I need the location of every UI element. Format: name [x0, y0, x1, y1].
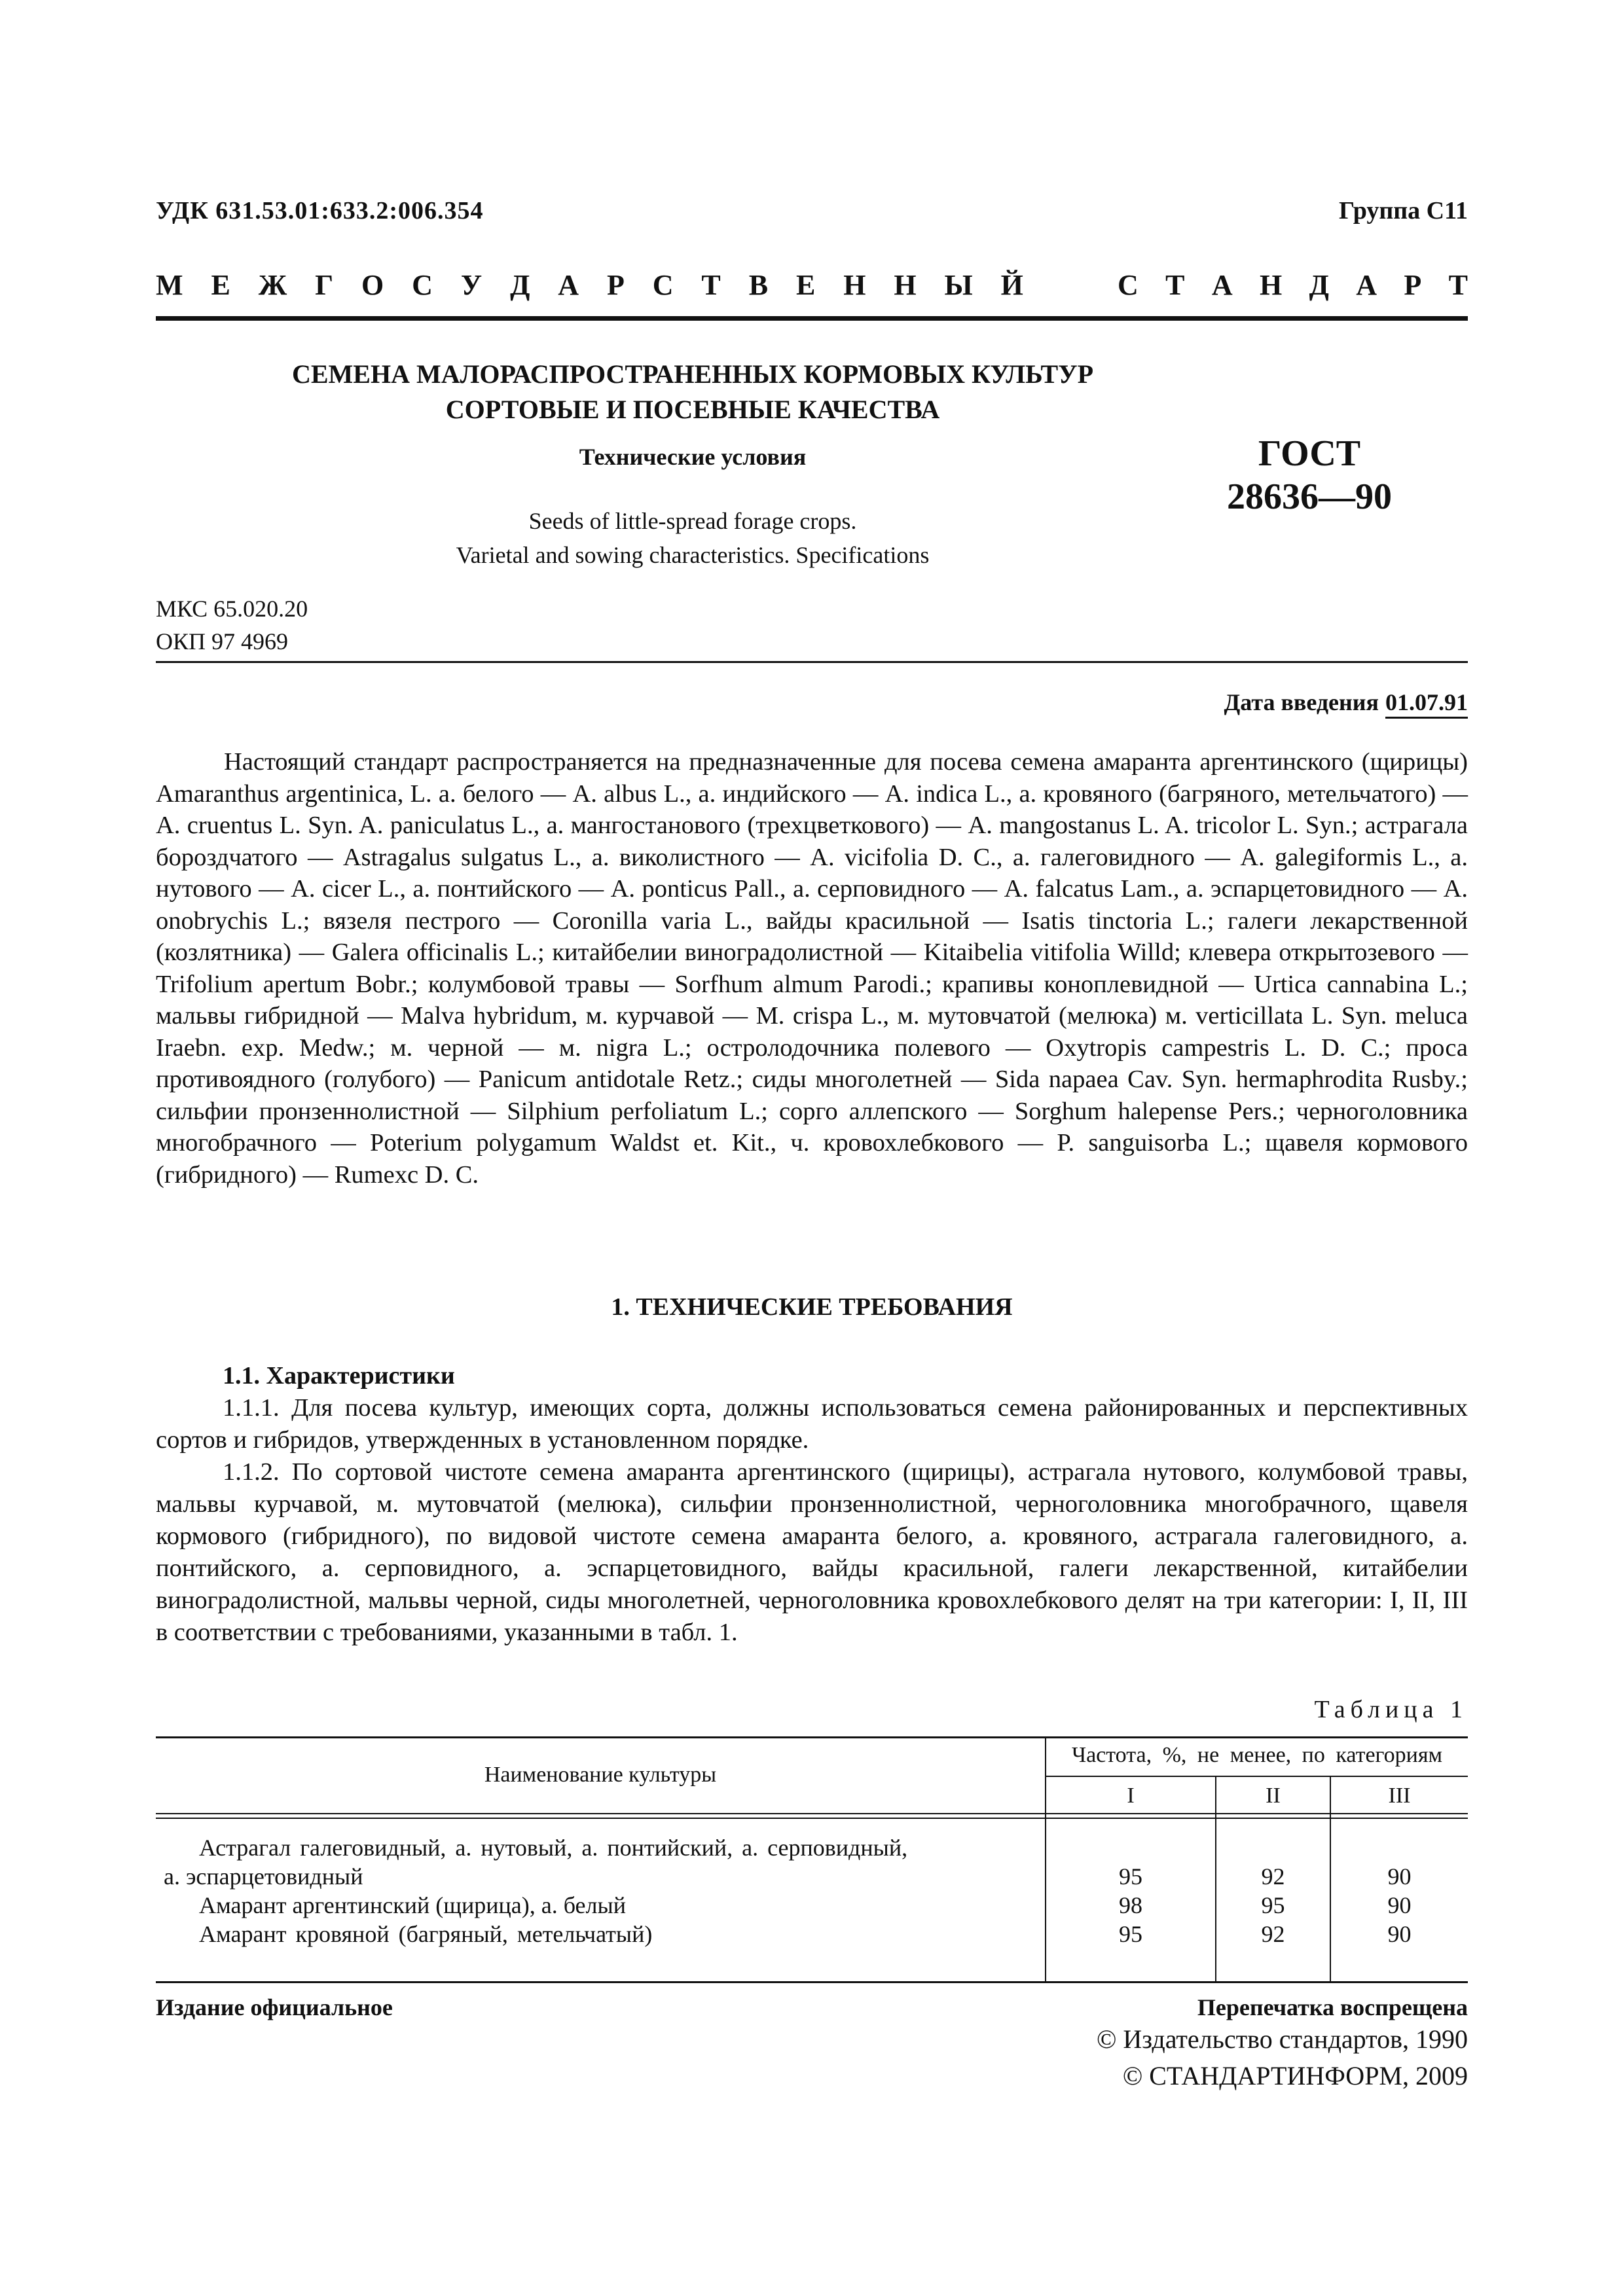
table-group-rule	[1046, 1776, 1468, 1777]
table-row-2-cat-3: 90	[1387, 1892, 1412, 1918]
table-row-1-cat-1: 95	[1119, 1863, 1142, 1890]
section-heading: 1. ТЕХНИЧЕСКИЕ ТРЕБОВАНИЯ	[611, 1293, 1013, 1321]
table-row-2-cat-1: 98	[1119, 1892, 1142, 1918]
letter: С	[652, 268, 674, 301]
column-header-cat-3: III	[1388, 1784, 1411, 1808]
date-value: 01.07.91	[1385, 689, 1468, 719]
document-title	[156, 357, 1230, 427]
table-header-rule-1	[156, 1813, 1468, 1814]
english-title-line-1: Seeds of little-spread forage crops.	[528, 508, 857, 534]
letter: О	[361, 268, 384, 301]
introduction-date	[1224, 689, 1468, 716]
letter: Н	[1260, 268, 1283, 301]
table-label: Таблица 1	[1314, 1696, 1468, 1723]
title-line-1: СЕМЕНА МАЛОРАСПРОСТРАНЕННЫХ КОРМОВЫХ КУЛЬТУР	[291, 359, 1094, 389]
table-row-2-cat-2: 95	[1261, 1892, 1285, 1918]
clause-1-1-2: 1.1.2. По сортовой чистоте семена амаранта аргентинского (щирицы), астрагала нутового, колумбовой травы, мальвы курчавой, м. мутовчатой (мелюка), сильфии пронзеннолистной, черноголовника многобрачного, щавеля кормового (гибридного), по видовой чистоте семена амаранта белого, а. кровяного, астрагала галеговидного, а. понтийского, а. серповидного, а. эспарцетовидного, вайды красильной, галеги лекарственной, китайбелии виноградолистной, мальвы черной, сиды многолетней, черноголовника кровохлебкового делят на три категории: I, II, III в соответствии с требованиями, указанными в табл. 1.	[156, 1458, 1468, 1646]
official-edition-note: Издание официальное	[156, 1994, 393, 2020]
table-row-1-name-line-1: Астрагал галеговидный, а. нутовый, а. понтийский, а. серповидный,	[199, 1835, 908, 1861]
header-rule	[156, 316, 1468, 321]
letter: Е	[795, 268, 816, 301]
table-bottom-rule	[156, 1981, 1468, 1983]
letter: Т	[701, 268, 721, 301]
letter: Д	[1309, 268, 1329, 301]
okp-code: ОКП 97 4969	[156, 628, 289, 655]
table-row-1-name-line-2: а. эспарцетовидный	[164, 1863, 363, 1890]
letter: В	[748, 268, 769, 301]
gost-label: ГОСТ	[1258, 433, 1361, 474]
letter: Т	[1448, 268, 1468, 301]
column-header-cat-1: I	[1127, 1784, 1135, 1808]
letter: А	[1211, 268, 1233, 301]
letter: М	[156, 268, 183, 301]
column-header-name: Наименование культуры	[484, 1763, 717, 1787]
table-row-3-cat-3: 90	[1387, 1921, 1412, 1947]
letter: Д	[510, 268, 530, 301]
letter: Т	[1165, 268, 1185, 301]
english-title-line-2: Varietal and sowing characteristics. Specifications	[456, 542, 930, 568]
document-subtitle: Технические условия	[579, 444, 807, 470]
letter: А	[558, 268, 579, 301]
english-title	[156, 504, 1230, 572]
subsection-heading: 1.1. Характеристики	[223, 1362, 455, 1390]
letter: Н	[843, 268, 866, 301]
table-row-2-name: Амарант аргентинский (щирица), а. белый	[199, 1892, 626, 1918]
table-header-rule-2	[156, 1818, 1468, 1819]
reprint-prohibited-note: Перепечатка воспрещена	[1197, 1994, 1468, 2020]
table-top-rule	[156, 1736, 1468, 1738]
classification-codes	[156, 592, 308, 658]
scope-paragraph: Настоящий стандарт распространяется на предназначенные для посева семена амаранта аргентинского (щирицы) Amaranthus argentinica, L. a. белого — A. albus L., a. индийского — A. indica L., a. кровяного (багряного, метельчатого) — A. cruentus L. Syn. A. paniculatus L., a. мангостанового (трехцветкового) — A. mangostanus L. A. tricolor L. Syn.; астрагала бороздчатого — Astragalus sulgatus L., a. виколистного — A. vicifolia D. C., a. галеговидного — A. galegiformis L., a. нутового — A. cicer L., a. понтийского — A. ponticus Pall., a. серповидного — A. falcatus Lam., a. эспарцетовидного — A. onobrychis L.; вязеля пестрого — Coronilla varia L., вайды красильной — Isatis tinctoria L.; галеги лекарственной (козлятника) — Galera officinalis L.; китайбелии виноградолистной — Kitaibelia vitifolia Willd; клевера открытозевого — Trifolium apertum Bobr.; колумбовой травы — Sorfhum almum Parodi.; крапивы коноплевидной — Urtica cannabina L.; мальвы гибридной — Malva hybridum, м. курчавой — M. crispa L., м. мутовчатой (мелюка) м. verticillata L. Syn. meluca Iraebn. exp. Medw.; м. черной — м. nigra L.; остролодочника полевого — Oxytropis campestris L. D. C.; проса противоядного (голубого) — Panicum antidotale Retz.; сиды многолетней — Sida napaea Cav. Syn. hermaphrodita Rusby.; сильфии пронзеннолистной — Silphium perfoliatum L.; сорго аллепского — Sorghum halepense Pers.; черноголовника многобрачного — Poterium polygamum Waldst et. Kit., ч. кровохлебкового — P. sanguisorba L.; щавеля кормового (гибридного) — Rumexc D. C.	[156, 748, 1468, 1189]
letter: Н	[894, 268, 917, 301]
date-label: Дата введения	[1224, 689, 1379, 715]
interstate-standard-band	[156, 265, 1468, 304]
group-code: Группа С11	[1338, 197, 1468, 224]
letter: С	[1118, 268, 1139, 301]
clause-1-1-1: 1.1.1. Для посева культур, имеющих сорта, должны использоваться семена районированных и перспективных сортов и гибридов, утвержденных в установленном порядке.	[156, 1394, 1468, 1454]
column-header-cat-2: II	[1266, 1784, 1281, 1808]
letter: У	[460, 268, 483, 301]
letter: Й	[1000, 268, 1023, 301]
udk-code: УДК 631.53.01:633.2:006.354	[156, 197, 484, 224]
column-header-group: Частота, %, не менее, по категориям	[1071, 1743, 1442, 1767]
copyright-1990: © Издательство стандартов, 1990	[1096, 2024, 1468, 2054]
title-line-2: СОРТОВЫЕ И ПОСЕВНЫЕ КАЧЕСТВА	[445, 395, 940, 424]
letter: Р	[1404, 268, 1422, 301]
title-rule	[156, 661, 1468, 663]
copyright-2009: © СТАНДАРТИНФОРМ, 2009	[1122, 2061, 1468, 2090]
gost-designation	[1178, 432, 1440, 518]
letter: Ж	[258, 268, 287, 301]
table-row-3-cat-2: 92	[1261, 1921, 1285, 1947]
letter: С	[412, 268, 433, 301]
table-row-1-cat-2: 92	[1261, 1863, 1285, 1890]
letter: Е	[211, 268, 230, 301]
letter: Р	[606, 268, 625, 301]
interstate-word	[156, 268, 1023, 302]
gost-number: 28636—90	[1227, 476, 1392, 517]
table-row-1-cat-3: 90	[1387, 1863, 1412, 1890]
mks-code: МКС 65.020.20	[156, 596, 308, 622]
standard-word	[1118, 268, 1468, 302]
table-row-3-cat-1: 95	[1119, 1921, 1142, 1947]
letter: Ы	[944, 268, 973, 301]
letter: Г	[315, 268, 334, 301]
letter: А	[1356, 268, 1377, 301]
table-row-3-name: Амарант кровяной (багряный, метельчатый)	[199, 1921, 653, 1947]
